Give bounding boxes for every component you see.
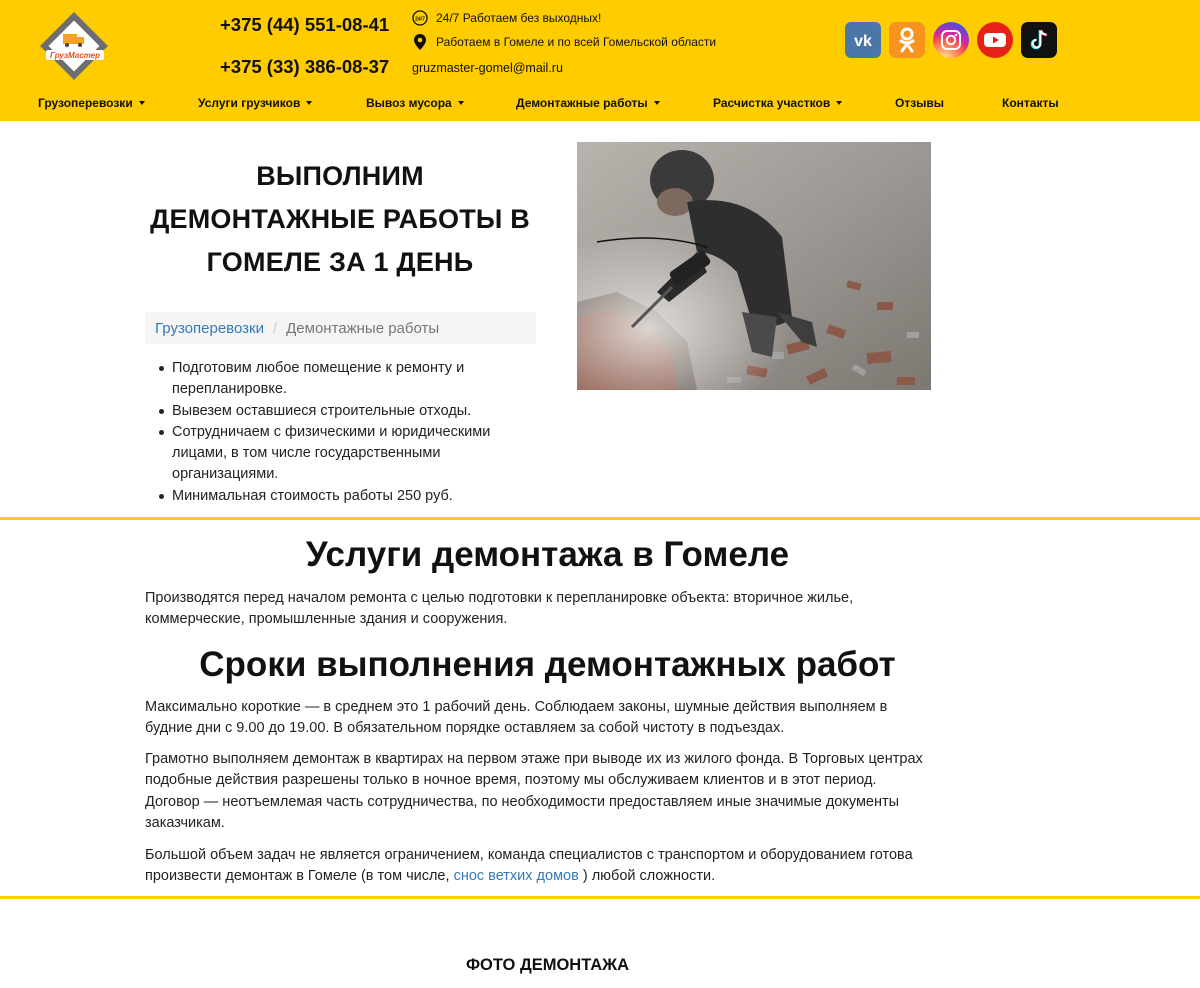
chevron-down-icon (306, 101, 312, 105)
svg-text:24/7: 24/7 (415, 16, 425, 23)
phone-number-2[interactable]: +375 (33) 386-08-37 (220, 56, 390, 77)
nav-item-reviews[interactable]: Отзывы (895, 96, 945, 110)
chevron-down-icon (836, 101, 842, 105)
services-paragraph: Производятся перед началом ремонта с целью подготовки к перепланировке объекта: вторичное жилье, коммерческие, промышленные здания и сооружения. (145, 590, 854, 628)
nav-item-demolition[interactable]: Демонтажные работы (516, 90, 660, 116)
nav-item-contacts[interactable]: Контакты (1002, 96, 1059, 110)
email-link[interactable]: gruzmaster-gomel@mail.ru (412, 61, 563, 75)
hero-title-line: ДЕМОНТАЖНЫЕ РАБОТЫ В (150, 204, 530, 234)
breadcrumb-current: Демонтажные работы (286, 319, 440, 337)
terms-paragraph-1: Максимально короткие — в среднем это 1 рабочий день. Соблюдаем законы, шумные действия выполняем в будние дни с 9.00 до 19.00. В обязательном порядке оставляем за собой чистоту в подъездах. (145, 699, 888, 737)
hero-title (145, 155, 535, 284)
nav-item-movers[interactable]: Услуги грузчиков (198, 90, 312, 116)
section-title-terms: Сроки выполнения демонтажных работ (199, 645, 896, 684)
terms-paragraph-2: Грамотно выполняем демонтаж в квартирах на первом этаже при выводе их из жилого фонда. В Торговых центрах подобные действия разрешены только в ночное время, поэтому мы обслуживаем клиентов и в этот период. Договор — неотъемлемая часть сотрудничества, по необходимости предоставляем иные значимые документы заказчикам. (145, 751, 923, 831)
odnoklassniki-icon[interactable] (889, 22, 925, 58)
hero-photo-worker-demolition (577, 142, 931, 390)
list-item: Минимальная стоимость работы 250 руб. (172, 486, 532, 507)
youtube-icon[interactable] (977, 22, 1013, 58)
phone-list (220, 14, 389, 98)
location-row (412, 32, 716, 52)
social-links (845, 22, 1065, 58)
phone-number-1[interactable]: +375 (44) 551-08-41 (220, 14, 390, 35)
section-title-services: Услуги демонтажа в Гомеле (305, 535, 790, 574)
location-text: Работаем в Гомеле и по всей Гомельской области (436, 35, 717, 49)
vk-icon[interactable] (845, 22, 881, 58)
chevron-down-icon (139, 101, 145, 105)
section-divider (0, 896, 1200, 899)
photo-gallery-title: ФОТО ДЕМОНТАЖА (465, 956, 630, 974)
svg-text:ГрузМастер: ГрузМастер (49, 51, 101, 60)
nav-item-land-clearing[interactable]: Расчистка участков (713, 90, 842, 116)
breadcrumb (145, 312, 536, 344)
list-item: Сотрудничаем с физическими и юридическими лицами, в том числе государственными организациями. (172, 422, 532, 486)
terms-paragraph-3-text-end: ) любой сложности. (578, 868, 716, 885)
schedule-row (412, 8, 716, 28)
clock-24-7-icon (412, 10, 428, 26)
breadcrumb-link-cargo[interactable]: Грузоперевозки (155, 319, 264, 337)
instagram-icon[interactable] (933, 22, 969, 58)
schedule-text: 24/7 Работаем без выходных! (436, 11, 602, 25)
chevron-down-icon (458, 101, 464, 105)
hero-title-line: ГОМЕЛЕ ЗА 1 ДЕНЬ (206, 247, 474, 277)
tiktok-icon[interactable] (1021, 22, 1057, 58)
chevron-down-icon (654, 101, 660, 105)
site-header (0, 0, 1200, 121)
nav-item-waste-removal[interactable]: Вывоз мусора (366, 90, 464, 116)
nav-item-cargo[interactable]: Грузоперевозки (38, 90, 145, 116)
list-item: Вывезем оставшиеся строительные отходы. (172, 401, 532, 422)
contact-info (412, 8, 716, 78)
map-pin-icon (412, 34, 428, 50)
hero-title-line: ВЫПОЛНИМ (256, 161, 424, 191)
svg-text:vk: vk (854, 33, 872, 49)
company-logo[interactable] (36, 8, 112, 84)
terms-paragraph-3-text: Большой объем задач не является ограничением, команда специалистов с транспортом и оборудованием готова произвести демонтаж в Гомеле (в том числе, (145, 847, 913, 885)
main-nav (0, 90, 1200, 116)
terms-paragraph-3 (145, 845, 935, 888)
hero-benefits-list (172, 358, 532, 507)
demolition-old-houses-link[interactable]: снос ветхих домов (453, 868, 579, 885)
breadcrumb-separator: / (272, 319, 278, 337)
list-item: Подготовим любое помещение к ремонту и перепланировке. (172, 358, 532, 401)
section-divider (0, 517, 1200, 520)
